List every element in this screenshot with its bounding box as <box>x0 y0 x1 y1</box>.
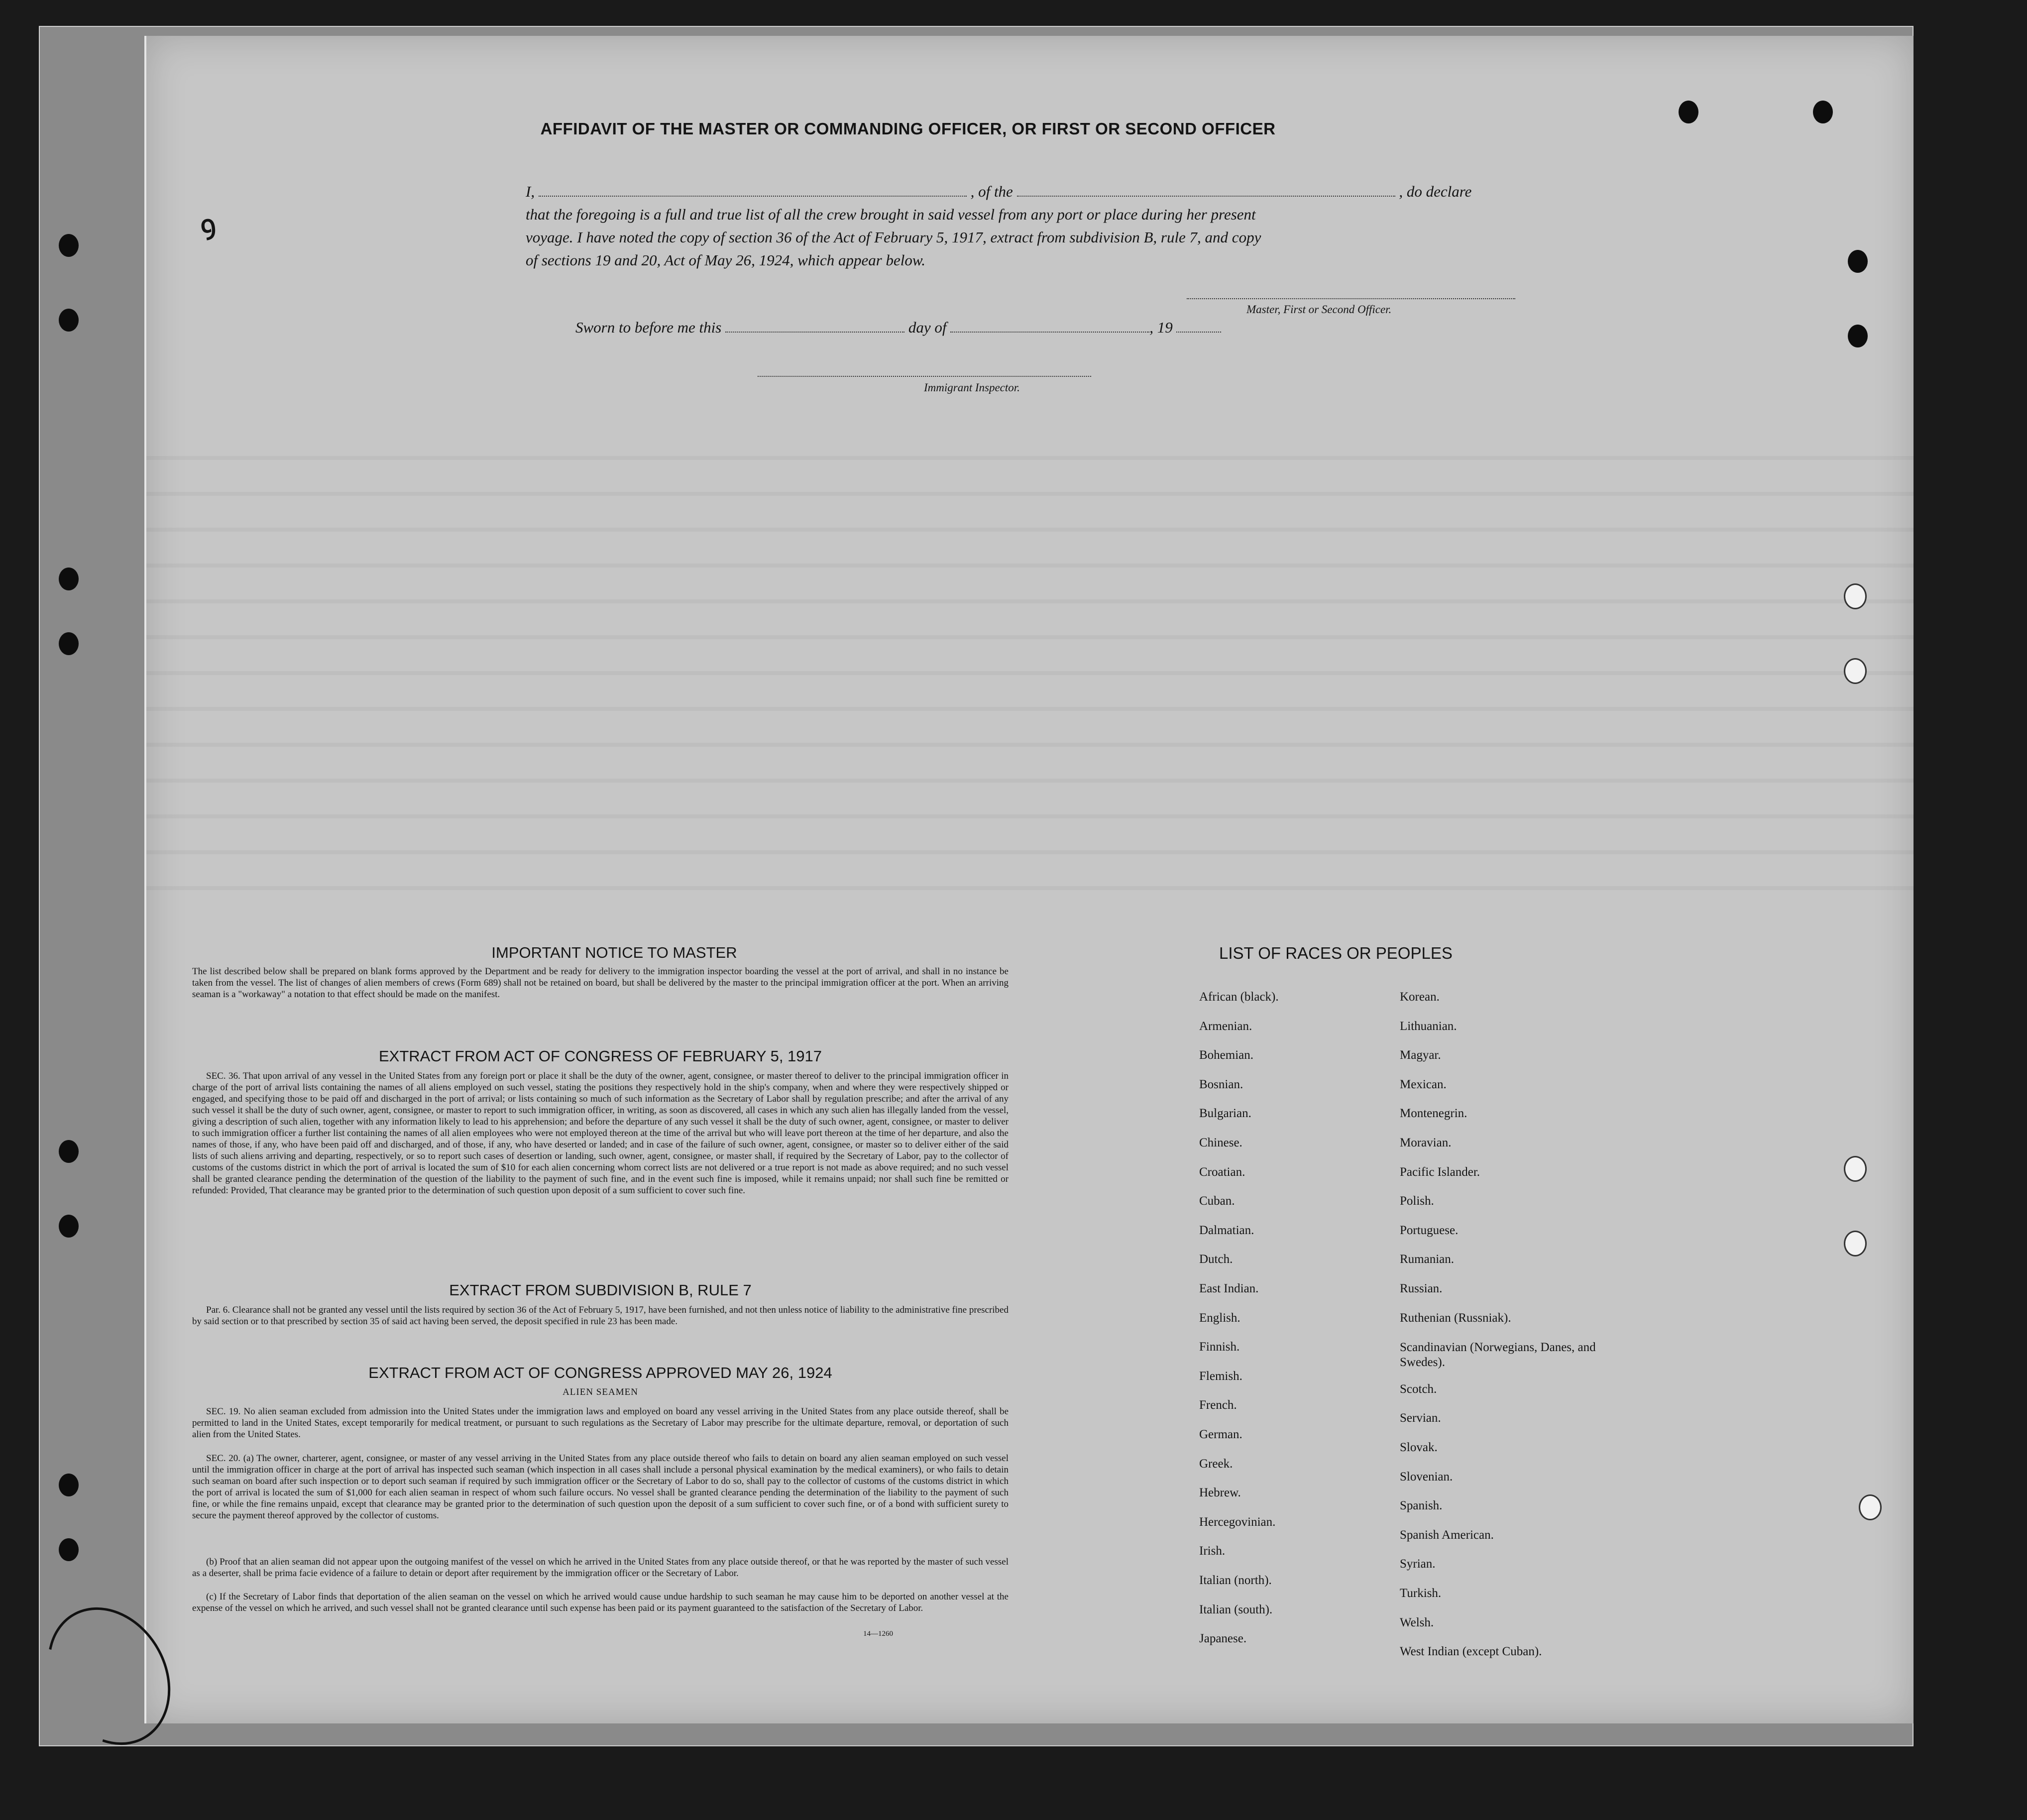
rule7-text: Par. 6. Clearance shall not be granted any vessel until the lists required by section 36 of the Act of February 5, 1917, have been furnished, and not then unless notice of liability to the administrative fine prescribed by said section or to that prescribed by section 35 of said act having been served, the deposit specified in rule 23 has been made. <box>192 1305 1009 1327</box>
vessel-label: , of the <box>970 183 1013 200</box>
affidavit-declaration <box>526 180 1651 272</box>
race-item: Scandinavian (Norwegians, Danes, and Swedes). <box>1400 1341 1596 1369</box>
race-item: Japanese. <box>1199 1632 1247 1646</box>
binder-hole <box>59 568 79 590</box>
vessel-name-field[interactable] <box>1017 196 1395 197</box>
race-item: German. <box>1199 1428 1242 1441</box>
race-item: Mexican. <box>1400 1077 1447 1091</box>
race-item: Magyar. <box>1400 1048 1441 1062</box>
notice-text: The list described below shall be prepared on blank forms approved by the Department and be ready for delivery to the immigration inspector boarding the vessel at the port of arrival, and shall in no instance be taken from the vessel. The list of changes of alien members of crews (Form 689) shall not be retained on board, but shall be delivered by the master to the principal immigration officer at the port. When an arriving seaman is a "workaway" a notation to that effect should be made on the manifest. <box>192 966 1009 1000</box>
races-title: LIST OF RACES OR PEOPLES <box>1219 944 1453 962</box>
race-item: Hercegovinian. <box>1199 1515 1276 1529</box>
race-item: French. <box>1199 1398 1237 1412</box>
race-item: Slovak. <box>1400 1441 1438 1454</box>
race-item: Polish. <box>1400 1194 1434 1208</box>
race-item: English. <box>1199 1311 1240 1325</box>
sworn-month-field[interactable] <box>950 332 1149 333</box>
extract-1917-text: SEC. 36. That upon arrival of any vessel in the United States from any foreign port or place it shall be the duty of the owner, agent, consignee, or master thereof to deliver to the principal immigration officer in charge of the port of arrival lists containing the names of all aliens employed on such vessel, stating the positions they respectively hold in the ship's company, when and where they were respectively shipped or engaged, and specifying those to be paid off and discharged in the port of arrival; or lists containing so much of such information as the Secretary of Labor shall by regulation prescribe; and after the arrival of any such vessel it shall be the duty of such owner, agent, consignee, or master to report to such immigration officer, in writing, as soon as discovered, all cases in which any such alien has illegally landed from the vessel, giving a description of such alien, together with any information likely to lead to his apprehension; and before the departure of any such vessel it shall be the duty of such owner, agent, consignee, or master to deliver to such immigration officer a further list containing the names of all alien employees who were not employed thereon at the time of the arrival but who will leave port thereon at the time of her departure, and also the names of those, if any, who have been paid off and discharged, and of those, if any, who have deserted or landed; and in case of the failure of such owner, agent, consignee, or master so to deliver either of the said lists of such aliens arriving and departing, respectively, or so to report such cases of desertion or landing, such owner, agent, consignee, or master shall, if required by the Secretary of Labor, pay to the collector of customs of the customs district in which the port of arrival is located the sum of $10 for each alien concerning whom correct lists are not delivered or a true report is not made as above required; and no such vessel shall be granted clearance pending the determination of the question of the liability to the payment of such fine, and in the event such fine is imposed, while it remains unpaid; nor shall such fine be remitted or refunded: Provided, That clearance may be granted prior to the determination of such question upon deposit of a sum sufficient to cover such fine. <box>192 1071 1009 1196</box>
binder-hole <box>59 234 79 257</box>
punch-hole <box>1679 101 1698 123</box>
race-item: Russian. <box>1400 1282 1443 1295</box>
rule7-title: EXTRACT FROM SUBDIVISION B, RULE 7 <box>449 1281 752 1299</box>
race-item: Bosnian. <box>1199 1077 1243 1091</box>
extract-1924-sec19: SEC. 19. No alien seaman excluded from admission into the United States under the immigration laws and employed on board any vessel arriving in the United States from any place outside thereof, shall be permitted to land in the United States, except temporarily for medical treatment, or pursuant to such regulations as the Secretary of Labor may prescribe for the ultimate departure, removal, or deportation of such alien from the United States. <box>192 1406 1009 1440</box>
race-item: Hebrew. <box>1199 1486 1241 1500</box>
race-item: African (black). <box>1199 990 1279 1004</box>
sworn-day-field[interactable] <box>725 332 904 333</box>
alien-seamen-subtitle: ALIEN SEAMEN <box>563 1387 638 1397</box>
race-item: Slovenian. <box>1400 1470 1453 1483</box>
race-item: Dutch. <box>1199 1252 1233 1266</box>
handwritten-mark: ꝯ <box>198 210 218 240</box>
race-item: Syrian. <box>1400 1557 1436 1571</box>
race-item: Montenegrin. <box>1400 1107 1467 1121</box>
declare-label: , do declare <box>1399 183 1472 200</box>
race-item: Servian. <box>1400 1411 1441 1425</box>
sworn-label: Sworn to before me this <box>575 319 722 336</box>
inspector-signature-line[interactable] <box>758 376 1091 377</box>
race-item: Croatian. <box>1199 1165 1245 1179</box>
binder-hole <box>59 309 79 332</box>
inspector-label: Immigrant Inspector. <box>924 381 1020 394</box>
punch-hole <box>1844 658 1867 684</box>
race-item: Portuguese. <box>1400 1223 1459 1237</box>
binder-hole <box>59 632 79 655</box>
race-item: West Indian (except Cuban). <box>1400 1645 1542 1659</box>
race-item: Irish. <box>1199 1544 1226 1558</box>
race-item: Welsh. <box>1400 1615 1434 1629</box>
race-item: Spanish American. <box>1400 1528 1494 1542</box>
affidavit-title: AFFIDAVIT OF THE MASTER OR COMMANDING OFFICER, OR FIRST OR SECOND OFFICER <box>540 119 1276 138</box>
punch-hole <box>1844 1156 1867 1182</box>
race-item: Lithuanian. <box>1400 1019 1457 1033</box>
punch-hole <box>1813 101 1833 123</box>
extract-1917-title: EXTRACT FROM ACT OF CONGRESS OF FEBRUARY 5, 1917 <box>378 1047 822 1065</box>
race-item: Moravian. <box>1400 1136 1452 1149</box>
race-item: Italian (north). <box>1199 1574 1272 1587</box>
punch-hole <box>1848 250 1868 273</box>
race-item: Cuban. <box>1199 1194 1235 1208</box>
notice-title: IMPORTANT NOTICE TO MASTER <box>491 944 737 961</box>
binder-hole <box>59 1474 79 1496</box>
race-item: Italian (south). <box>1199 1602 1273 1616</box>
sworn-year-field[interactable] <box>1176 332 1221 333</box>
form-number: 14—1260 <box>863 1630 893 1638</box>
punch-hole <box>1859 1494 1882 1520</box>
race-item: Scotch. <box>1400 1382 1437 1396</box>
extract-1924-sec20b: (b) Proof that an alien seaman did not appear upon the outgoing manifest of the vessel on which he arrived in the United States from any place outside thereof, or that he was reported by the master of such vessel as a deserter, shall be prima facie evidence of a failure to detain or deport after requirement by the immigration officer or the Secretary of Labor. <box>192 1557 1009 1579</box>
race-item: East Indian. <box>1199 1282 1259 1295</box>
declaration-line: that the foregoing is a full and true list of all the crew brought in said vessel from any port or place during her present <box>526 206 1256 223</box>
race-item: Bohemian. <box>1199 1048 1254 1062</box>
race-item: Rumanian. <box>1400 1252 1455 1266</box>
race-item: Finnish. <box>1199 1340 1240 1354</box>
race-item: Pacific Islander. <box>1400 1165 1480 1179</box>
race-item: Spanish. <box>1400 1499 1443 1513</box>
punch-hole <box>1844 1231 1867 1256</box>
race-item: Korean. <box>1400 990 1440 1004</box>
year-label: , 19 <box>1149 319 1173 336</box>
race-item: Greek. <box>1199 1457 1233 1471</box>
sworn-statement <box>575 319 1221 337</box>
declaration-line: voyage. I have noted the copy of section 36 of the Act of February 5, 1917, extract from subdivision B, rule 7, and copy <box>526 228 1261 246</box>
binder-hole <box>59 1538 79 1561</box>
declarant-label: I, <box>526 183 535 200</box>
document-page <box>144 36 1914 1723</box>
race-item: Dalmatian. <box>1199 1223 1254 1237</box>
race-item: Flemish. <box>1199 1369 1242 1383</box>
master-signature-line[interactable] <box>1187 298 1515 299</box>
punch-hole <box>1844 583 1867 609</box>
extract-1924-title: EXTRACT FROM ACT OF CONGRESS APPROVED MAY 26, 1924 <box>368 1364 832 1381</box>
master-signature-label: Master, First or Second Officer. <box>1246 303 1392 316</box>
extract-1924-sec20a: SEC. 20. (a) The owner, charterer, agent, consignee, or master of any vessel arriving in the United States from any place outside thereof who fails to detain on board any alien seaman employed on such vessel until the immigration officer in charge at the port of arrival has inspected such seaman (which inspection in all cases shall include a personal physical examination by the medical examiners), or who fails to detain such seaman on board after such inspection or to deport such seaman if required by such immigration officer or the Secretary of Labor to do so, shall pay to the collector of customs of the customs district in which the port of arrival is located the sum of $1,000 for each alien seaman in respect of whom such failure occurs. No vessel shall be granted clearance pending the determination of the liability to the payment of such fine, or while the fine remains unpaid, except that clearance may be granted prior to the determination of such question upon the deposit of a sum sufficient to cover such fine, or of a bond with sufficient surety to secure the payment thereof approved by the collector of customs. <box>192 1453 1009 1521</box>
race-item: Ruthenian (Russniak). <box>1400 1311 1511 1325</box>
binder-hole <box>59 1140 79 1163</box>
declarant-name-field[interactable] <box>539 196 967 197</box>
day-of-label: day of <box>908 319 947 336</box>
race-item: Turkish. <box>1400 1587 1442 1600</box>
binder-hole <box>59 1215 79 1238</box>
race-item: Bulgarian. <box>1199 1107 1251 1121</box>
punch-hole <box>1848 325 1868 347</box>
declaration-line: of sections 19 and 20, Act of May 26, 1924, which appear below. <box>526 251 926 269</box>
race-item: Armenian. <box>1199 1019 1252 1033</box>
race-item: Chinese. <box>1199 1136 1242 1149</box>
extract-1924-sec20c: (c) If the Secretary of Labor finds that deportation of the alien seaman on the vessel on which he arrived would cause undue hardship to such seaman he may cause him to be deported on another vessel at the expense of the vessel on which he arrived, and such vessel shall not be granted clearance until such expense has been paid or its payment guaranteed to the satisfaction of the Secretary of Labor. <box>192 1592 1009 1613</box>
bleed-through-rows <box>146 424 1914 922</box>
